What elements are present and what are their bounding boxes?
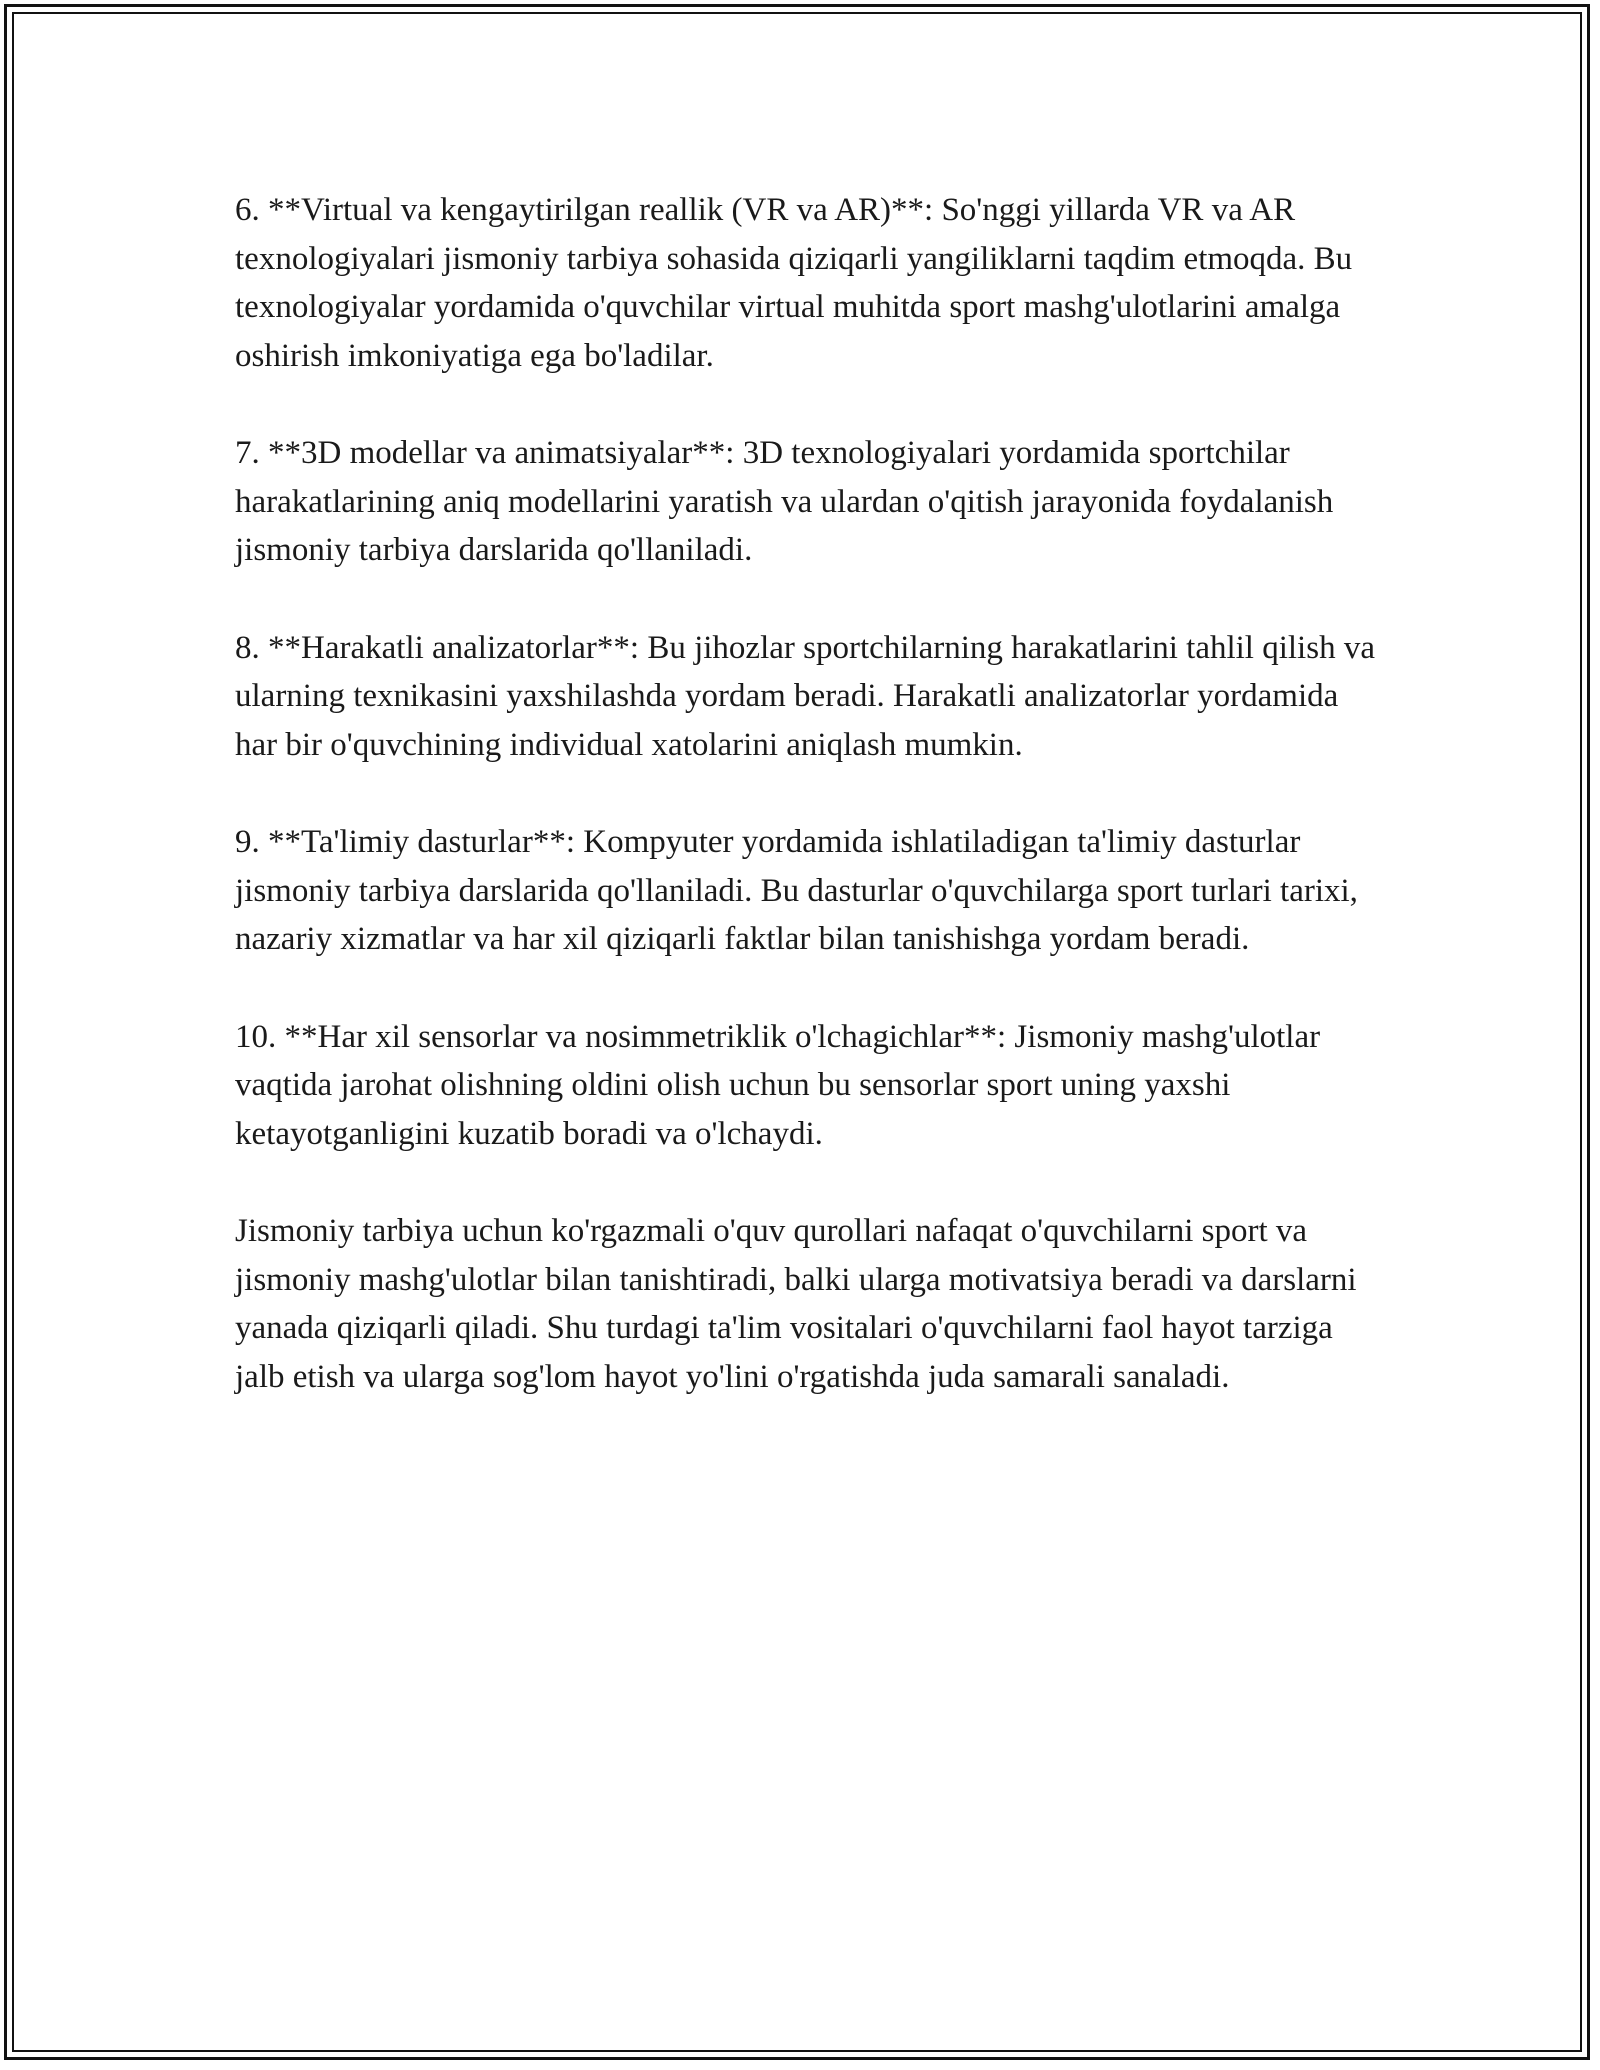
paragraph-item-7: 7. **3D modellar va animatsiyalar**: 3D texnologiyalari yordamida sportchilar harakatlarining aniq modellarini yaratish va ulardan o'qitish jarayonida foydalanish jismoniy tarbiya darslarida qo'llaniladi.	[235, 435, 1334, 568]
paragraph-item-9: 9. **Ta'limiy dasturlar**: Kompyuter yordamida ishlatiladigan ta'limiy dasturlar jismoniy tarbiya darslarida qo'llaniladi. Bu dasturlar o'quvchilarga sport turlari tarixi, nazariy xizmatlar va har xil qiziqarli faktlar bilan tanishishga yordam beradi.	[235, 824, 1358, 957]
paragraph-conclusion: Jismoniy tarbiya uchun ko'rgazmali o'quv qurollari nafaqat o'quvchilarni sport va jismoniy mashg'ulotlar bilan tanishtiradi, balki ularga motivatsiya beradi va darslarni yanada qiziqarli qiladi. Shu turdagi ta'lim vositalari o'quvchilarni faol hayot tarziga jalb etish va ularga sog'lom hayot yo'lini o'rgatishda juda samarali sanaladi.	[235, 1213, 1357, 1395]
document-body	[235, 186, 1375, 1450]
paragraph-item-10: 10. **Har xil sensorlar va nosimmetriklik o'lchagichlar**: Jismoniy mashg'ulotlar vaqtida jarohat olishning oldini olish uchun bu sensorlar sport uning yaxshi ketayotganligini kuzatib boradi va o'lchaydi.	[235, 1018, 1321, 1152]
paragraph-item-6: 6. **Virtual va kengaytirilgan reallik (VR va AR)**: So'nggi yillarda VR va AR texnologiyalari jismoniy tarbiya sohasida qiziqarli yangiliklarni taqdim etmoqda. Bu texnologiyalar yordamida o'quvchilar virtual muhitda sport mashg'ulotlarini amalga oshirish imkoniyatiga ega bo'ladilar.	[235, 192, 1353, 374]
paragraph-item-8: 8. **Harakatli analizatorlar**: Bu jihozlar sportchilarning harakatlarini tahlil qilish va ularning texnikasini yaxshilashda yordam beradi. Harakatli analizatorlar yordamida har bir o'quvchining individual xatolarini aniqlash mumkin.	[235, 629, 1375, 763]
